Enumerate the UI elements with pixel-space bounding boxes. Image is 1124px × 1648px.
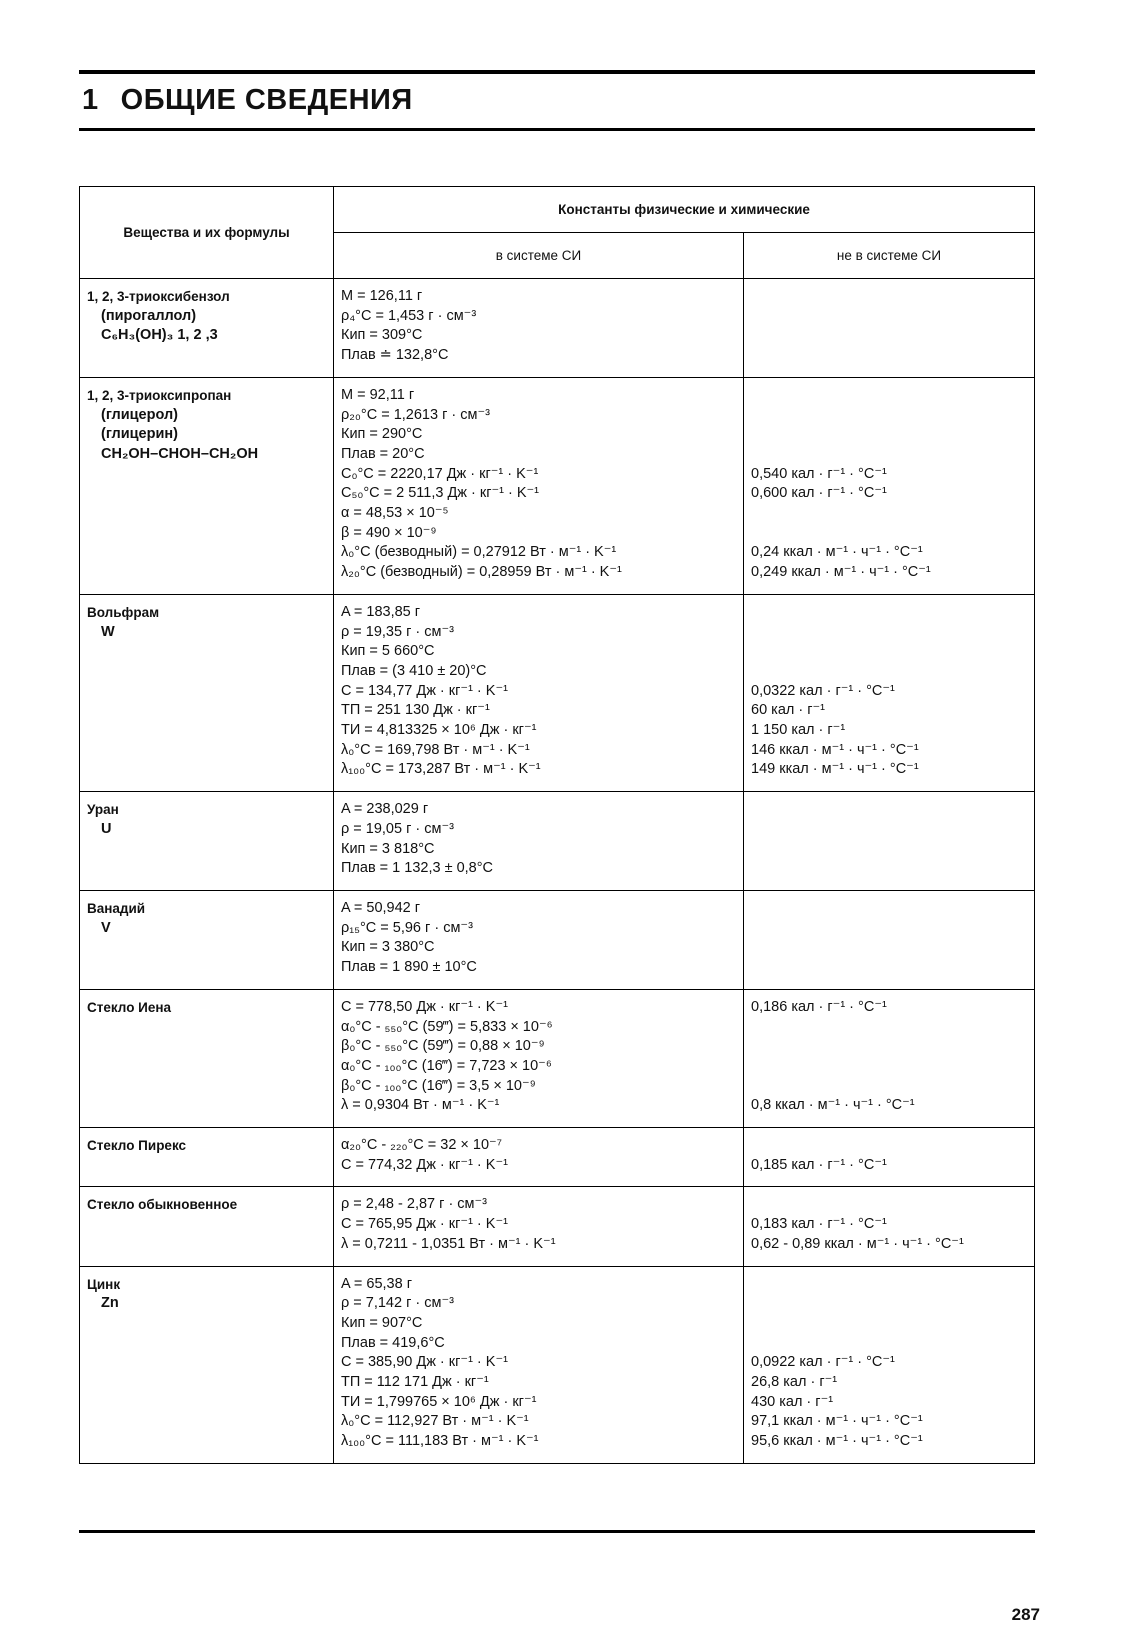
si-value: C = 385,90 Дж · кг⁻¹ · K⁻¹ xyxy=(341,1354,508,1371)
si-value: β = 490 × 10⁻⁹ xyxy=(341,524,437,541)
header-substance: Вещества и их формулы xyxy=(80,187,334,279)
si-values-cell xyxy=(334,279,744,378)
si-values-cell xyxy=(334,594,744,791)
non-si-value xyxy=(751,1195,1027,1215)
non-si-value xyxy=(751,406,1027,426)
non-si-value xyxy=(751,346,1027,366)
si-value: Кип = 290°C xyxy=(341,426,423,443)
non-si-values-cell xyxy=(744,279,1035,378)
si-value: α₀°C - ₁₀₀°C (16‴) = 7,723 × 10⁻⁶ xyxy=(341,1057,552,1074)
non-si-values-cell xyxy=(744,1128,1035,1187)
si-value: C = 774,32 Дж · кг⁻¹ · K⁻¹ xyxy=(341,1156,508,1173)
si-value: λ = 0,7211 - 1,0351 Вт · м⁻¹ · K⁻¹ xyxy=(341,1235,556,1252)
si-values-cell xyxy=(334,377,744,594)
non-si-value: 95,6 ккал · м⁻¹ · ч⁻¹ · °C⁻¹ xyxy=(751,1433,923,1450)
si-value: β₀°C - ₁₀₀°C (16‴) = 3,5 × 10⁻⁹ xyxy=(341,1077,536,1094)
non-si-value xyxy=(751,1294,1027,1314)
non-si-value xyxy=(751,287,1027,307)
si-value: β₀°C - ₅₅₀°C (59‴) = 0,88 × 10⁻⁹ xyxy=(341,1038,545,1055)
table-row xyxy=(80,1128,1035,1187)
non-si-value xyxy=(751,425,1027,445)
table-row xyxy=(80,1266,1035,1463)
non-si-value xyxy=(751,642,1027,662)
non-si-value: 0,8 ккал · м⁻¹ · ч⁻¹ · °C⁻¹ xyxy=(751,1097,915,1114)
non-si-values-cell xyxy=(744,377,1035,594)
si-value: Плав = (3 410 ± 20)°C xyxy=(341,662,487,679)
table-row xyxy=(80,989,1035,1127)
non-si-value xyxy=(751,504,1027,524)
si-value: Кип = 309°C xyxy=(341,327,423,344)
non-si-value xyxy=(751,919,1027,939)
page-number: 287 xyxy=(1011,1605,1040,1624)
non-si-value xyxy=(751,899,1027,919)
non-si-value: 0,24 ккал · м⁻¹ · ч⁻¹ · °C⁻¹ xyxy=(751,544,923,561)
si-value: Плав ≐ 132,8°C xyxy=(341,347,449,364)
substance-formula: C₆H₃(OH)₃ 1, 2 ,3 xyxy=(101,327,218,344)
table-row xyxy=(80,792,1035,891)
non-si-value xyxy=(751,445,1027,465)
si-value: ТИ = 4,813325 × 10⁶ Дж · кг⁻¹ xyxy=(341,722,537,739)
non-si-value: 0,183 кал · г⁻¹ · °C⁻¹ xyxy=(751,1216,887,1233)
non-si-value xyxy=(751,1314,1027,1334)
si-value: ρ = 19,05 г · см⁻³ xyxy=(341,820,454,837)
non-si-value: 149 ккал · м⁻¹ · ч⁻¹ · °C⁻¹ xyxy=(751,761,919,778)
non-si-values-cell xyxy=(744,1187,1035,1266)
si-value: M = 92,11 г xyxy=(341,386,415,403)
non-si-value xyxy=(751,603,1027,623)
page-title xyxy=(82,84,413,117)
si-value: A = 238,029 г xyxy=(341,801,429,818)
substance-cell xyxy=(80,594,334,791)
non-si-value xyxy=(751,1275,1027,1295)
si-value: ρ₁₅°C = 5,96 г · см⁻³ xyxy=(341,919,473,936)
substance-name: 1, 2, 3-триоксипропан xyxy=(87,387,232,403)
substance-formula: U xyxy=(101,820,112,837)
si-values-cell xyxy=(334,989,744,1127)
table-row xyxy=(80,279,1035,378)
si-value: ρ = 2,48 - 2,87 г · см⁻³ xyxy=(341,1196,488,1213)
substance-cell xyxy=(80,1128,334,1187)
substance-cell xyxy=(80,279,334,378)
non-si-value xyxy=(751,800,1027,820)
si-value: C₅₀°C = 2 511,3 Дж · кг⁻¹ · K⁻¹ xyxy=(341,485,540,502)
si-value: ρ = 19,35 г · см⁻³ xyxy=(341,623,454,640)
non-si-value xyxy=(751,820,1027,840)
si-value: Плав = 419,6°C xyxy=(341,1334,445,1351)
non-si-value: 0,249 ккал · м⁻¹ · ч⁻¹ · °C⁻¹ xyxy=(751,564,931,581)
non-si-values-cell xyxy=(744,594,1035,791)
si-value: α₂₀°C - ₂₂₀°C = 32 × 10⁻⁷ xyxy=(341,1137,502,1154)
non-si-value xyxy=(751,1037,1027,1057)
si-value: ТП = 112 171 Дж · кг⁻¹ xyxy=(341,1374,489,1391)
non-si-value xyxy=(751,623,1027,643)
non-si-value xyxy=(751,662,1027,682)
si-value: A = 183,85 г xyxy=(341,603,421,620)
non-si-values-cell xyxy=(744,1266,1035,1463)
si-value: λ₁₀₀°C = 111,183 Вт · м⁻¹ · K⁻¹ xyxy=(341,1433,539,1450)
non-si-value xyxy=(751,1057,1027,1077)
non-si-value: 146 ккал · м⁻¹ · ч⁻¹ · °C⁻¹ xyxy=(751,741,919,758)
si-value: Кип = 907°C xyxy=(341,1314,423,1331)
substance-formula: Zn xyxy=(101,1295,119,1312)
si-values-cell xyxy=(334,1187,744,1266)
header-si: в системе СИ xyxy=(334,233,744,279)
si-value: A = 65,38 г xyxy=(341,1275,412,1292)
si-value: ТИ = 1,799765 × 10⁶ Дж · кг⁻¹ xyxy=(341,1393,537,1410)
si-value: Плав = 20°C xyxy=(341,445,425,462)
substance-name: Цинк xyxy=(87,1276,121,1292)
si-value: Кип = 3 818°C xyxy=(341,840,435,857)
non-si-value xyxy=(751,524,1027,544)
non-si-value: 0,0922 кал · г⁻¹ · °C⁻¹ xyxy=(751,1354,895,1371)
substance-formula: W xyxy=(101,623,115,640)
non-si-value xyxy=(751,938,1027,958)
constants-table xyxy=(79,186,1035,1464)
substance-alias: (глицерол) xyxy=(101,406,179,423)
substance-name: Стекло обыкновенное xyxy=(87,1197,238,1213)
non-si-value xyxy=(751,958,1027,978)
non-si-value: 0,185 кал · г⁻¹ · °C⁻¹ xyxy=(751,1156,887,1173)
bottom-rule xyxy=(79,1530,1035,1533)
non-si-value xyxy=(751,859,1027,879)
substance-cell xyxy=(80,1187,334,1266)
non-si-value: 1 150 кал · г⁻¹ xyxy=(751,722,846,738)
si-value: α = 48,53 × 10⁻⁵ xyxy=(341,505,449,522)
non-si-value: 26,8 кал · г⁻¹ xyxy=(751,1373,838,1390)
non-si-value xyxy=(751,840,1027,860)
chapter-title: ОБЩИЕ СВЕДЕНИЯ xyxy=(120,84,413,116)
si-value: α₀°C - ₅₅₀°C (59‴) = 5,833 × 10⁻⁶ xyxy=(341,1018,553,1035)
non-si-value: 0,600 кал · г⁻¹ · °C⁻¹ xyxy=(751,485,887,502)
header-constants: Константы физические и химические xyxy=(334,187,1035,233)
non-si-value xyxy=(751,386,1027,406)
si-value: M = 126,11 г xyxy=(341,288,423,304)
si-values-cell xyxy=(334,890,744,989)
si-value: ρ₄°C = 1,453 г · см⁻³ xyxy=(341,307,477,324)
non-si-values-cell xyxy=(744,989,1035,1127)
si-value: λ₂₀°C (безводный) = 0,28959 Вт · м⁻¹ · K⁻¹ xyxy=(341,564,622,581)
non-si-values-cell xyxy=(744,792,1035,891)
non-si-value: 0,540 кал · г⁻¹ · °C⁻¹ xyxy=(751,465,887,482)
si-value: λ₀°C = 169,798 Вт · м⁻¹ · K⁻¹ xyxy=(341,741,530,758)
non-si-value: 430 кал · г⁻¹ xyxy=(751,1393,834,1410)
substance-name: Стекло Иена xyxy=(87,999,172,1015)
si-value: Плав = 1 132,3 ± 0,8°C xyxy=(341,860,493,877)
si-value: ρ = 7,142 г · см⁻³ xyxy=(341,1295,454,1312)
si-values-cell xyxy=(334,792,744,891)
non-si-value: 97,1 ккал · м⁻¹ · ч⁻¹ · °C⁻¹ xyxy=(751,1413,923,1430)
si-value: λ₀°C (безводный) = 0,27912 Вт · м⁻¹ · K⁻¹ xyxy=(341,544,617,561)
non-si-value: 60 кал · г⁻¹ xyxy=(751,702,826,719)
substance-name: Вольфрам xyxy=(87,604,160,620)
non-si-value xyxy=(751,1136,1027,1156)
non-si-value: 0,0322 кал · г⁻¹ · °C⁻¹ xyxy=(751,682,895,699)
non-si-value xyxy=(751,326,1027,346)
si-value: λ = 0,9304 Вт · м⁻¹ · K⁻¹ xyxy=(341,1097,500,1114)
non-si-value: 0,62 - 0,89 ккал · м⁻¹ · ч⁻¹ · °C⁻¹ xyxy=(751,1235,964,1252)
si-value: ρ₂₀°C = 1,2613 г · см⁻³ xyxy=(341,406,490,423)
top-rule xyxy=(79,70,1035,74)
substance-cell xyxy=(80,1266,334,1463)
table-row xyxy=(80,377,1035,594)
header-non-si: не в системе СИ xyxy=(744,233,1035,279)
si-value: C = 134,77 Дж · кг⁻¹ · K⁻¹ xyxy=(341,682,508,699)
substance-cell xyxy=(80,890,334,989)
non-si-value xyxy=(751,1018,1027,1038)
substance-name: Стекло Пирекс xyxy=(87,1138,187,1154)
si-value: Кип = 5 660°C xyxy=(341,643,435,660)
table-body xyxy=(80,279,1035,1464)
non-si-values-cell xyxy=(744,890,1035,989)
si-values-cell xyxy=(334,1128,744,1187)
table-row xyxy=(80,594,1035,791)
chapter-number: 1 xyxy=(82,84,99,116)
substance-name: Ванадий xyxy=(87,900,146,916)
substance-name: 1, 2, 3-триоксибензол xyxy=(87,289,230,304)
non-si-value xyxy=(751,1077,1027,1097)
non-si-value: 0,186 кал · г⁻¹ · °C⁻¹ xyxy=(751,998,887,1015)
table-row xyxy=(80,1187,1035,1266)
non-si-value xyxy=(751,1334,1027,1354)
si-value: C₀°C = 2220,17 Дж · кг⁻¹ · K⁻¹ xyxy=(341,465,539,482)
substance-alias: (глицерин) xyxy=(101,426,178,443)
substance-cell xyxy=(80,989,334,1127)
substance-name: Уран xyxy=(87,802,119,818)
si-values-cell xyxy=(334,1266,744,1463)
si-value: Плав = 1 890 ± 10°C xyxy=(341,959,477,976)
si-value: A = 50,942 г xyxy=(341,899,421,916)
si-value: ТП = 251 130 Дж · кг⁻¹ xyxy=(341,702,490,719)
table-row xyxy=(80,890,1035,989)
substance-cell xyxy=(80,377,334,594)
substance-alias: (пирогаллол) xyxy=(101,307,197,324)
si-value: λ₀°C = 112,927 Вт · м⁻¹ · K⁻¹ xyxy=(341,1413,529,1430)
substance-cell xyxy=(80,792,334,891)
si-value: λ₁₀₀°C = 173,287 Вт · м⁻¹ · K⁻¹ xyxy=(341,761,541,778)
si-value: C = 778,50 Дж · кг⁻¹ · K⁻¹ xyxy=(341,998,508,1015)
title-rule xyxy=(79,128,1035,131)
si-value: C = 765,95 Дж · кг⁻¹ · K⁻¹ xyxy=(341,1216,508,1233)
substance-formula: V xyxy=(101,919,111,936)
si-value: Кип = 3 380°C xyxy=(341,939,435,956)
substance-formula: CH₂OH–CHOH–CH₂OH xyxy=(101,445,259,462)
non-si-value xyxy=(751,307,1027,327)
